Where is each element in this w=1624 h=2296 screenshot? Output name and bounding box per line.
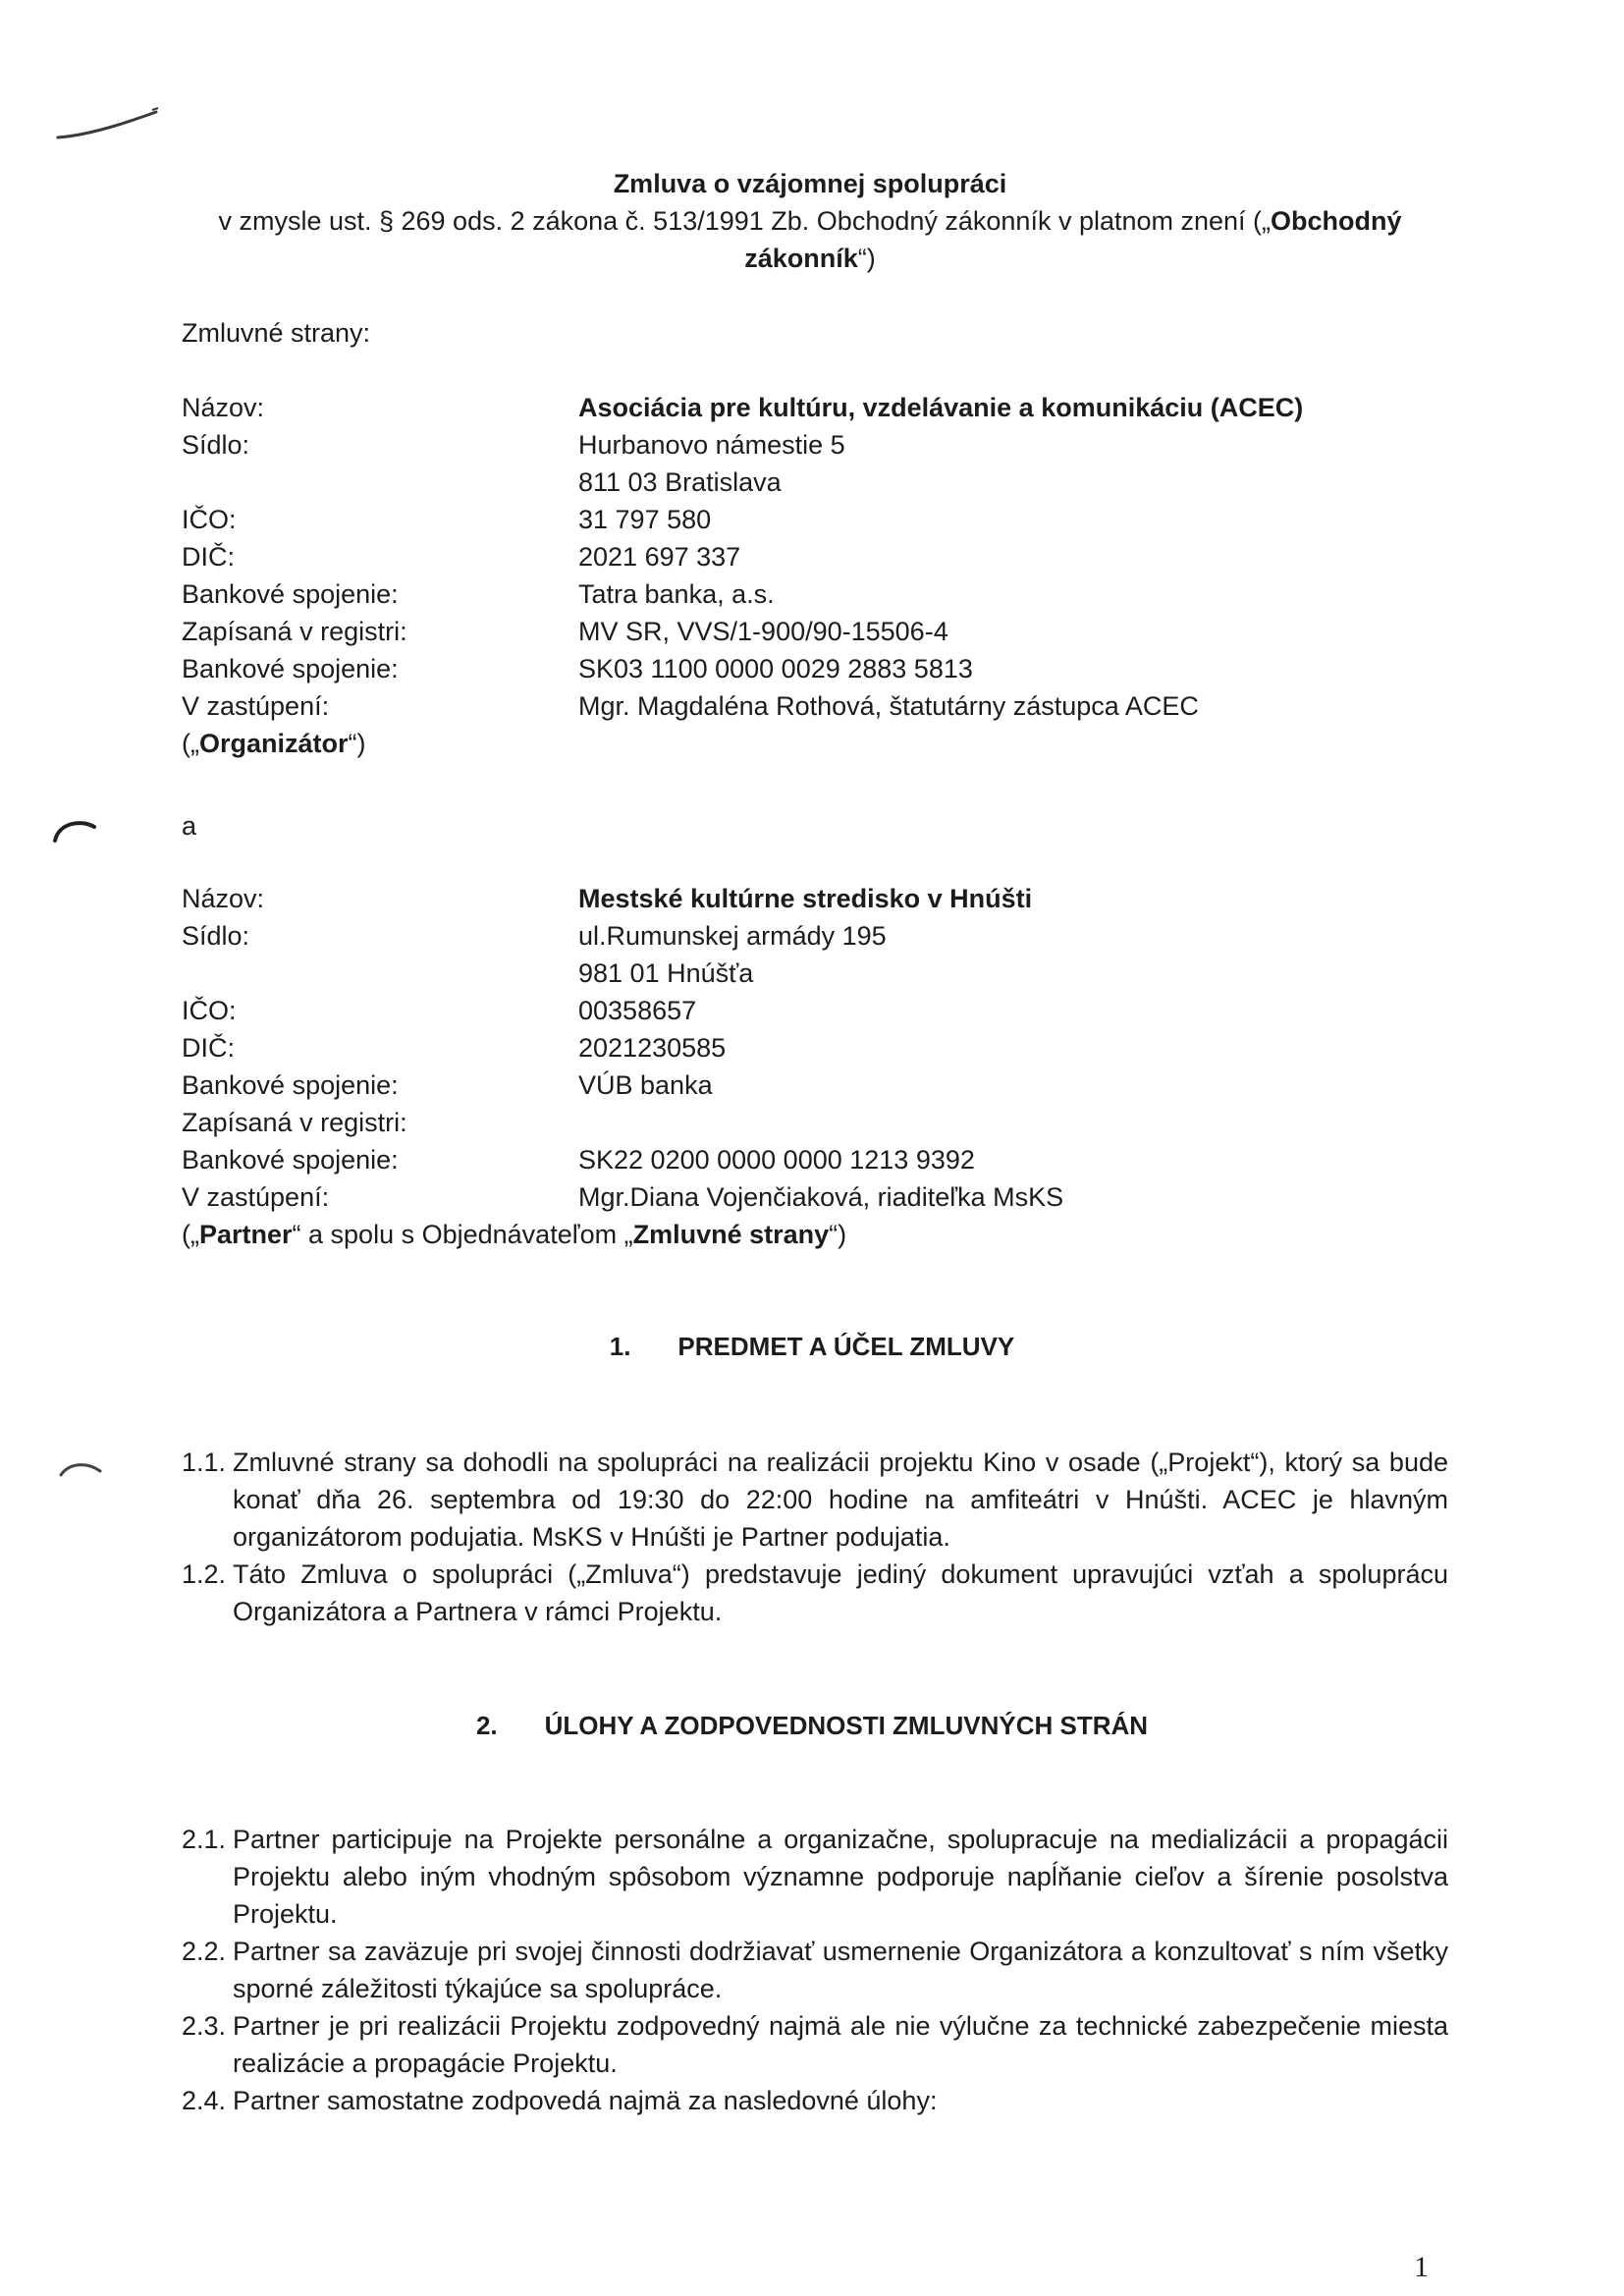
title-line-2	[196, 202, 1424, 240]
field-label: V zastúpení:	[182, 691, 330, 721]
clause	[182, 1933, 1448, 2007]
clause	[182, 1821, 1448, 1933]
alias-name: Organizátor	[198, 729, 349, 758]
punch-hole-mark	[57, 1455, 106, 1485]
party-row	[182, 501, 1458, 538]
field-label: Zapísaná v registri:	[182, 1108, 407, 1137]
field-value	[578, 1104, 1458, 1141]
clause-number: 2.1.	[182, 1825, 227, 1854]
field-value: Mestské kultúrne stredisko v Hnúšti	[578, 884, 1033, 913]
party-organizer	[182, 389, 1458, 762]
clause	[182, 1444, 1448, 1556]
field-label: Bankové spojenie:	[182, 1145, 399, 1175]
party-row	[182, 464, 1458, 501]
title-line-3-bold: zákonník	[744, 244, 858, 273]
field-label: Názov:	[182, 884, 265, 913]
field-label	[182, 464, 578, 501]
clause-text: Partner samostatne zodpovedá najmä za nasledovné úlohy:	[233, 2086, 938, 2115]
section-title: PREDMET A ÚČEL ZMLUVY	[677, 1332, 1015, 1361]
field-value: 2021 697 337	[578, 542, 741, 572]
field-label: DIČ:	[182, 542, 235, 572]
party-row	[182, 426, 1458, 464]
field-value: 00358657	[578, 996, 697, 1025]
party-row	[182, 1104, 1458, 1141]
field-value: 981 01 Hnúšťa	[578, 958, 754, 988]
field-value: Mgr. Magdaléna Rothová, štatutárny zástupca ACEC	[578, 691, 1199, 721]
alias-name: Partner	[198, 1220, 293, 1249]
party-row	[182, 1066, 1458, 1104]
field-value: SK22 0200 0000 0000 1213 9392	[578, 1145, 975, 1175]
party-row	[182, 687, 1458, 725]
party-row	[182, 389, 1458, 426]
party-row	[182, 992, 1458, 1029]
party-row	[182, 1141, 1458, 1178]
clause-number: 2.3.	[182, 2011, 227, 2041]
party-alias	[182, 1216, 1458, 1253]
field-label	[182, 955, 578, 992]
document-title	[196, 165, 1424, 277]
clause-number: 2.4.	[182, 2086, 227, 2115]
field-label: Sídlo:	[182, 430, 250, 460]
clause-text: Zmluvné strany sa dohodli na spolupráci na realizácii projektu Kino v osade („Projekt“), ktorý sa bude konať dňa 26. septembra od 19:30 do 22:00 hodine na amfiteátri v Hnúšti. ACEC je hlavným organizátorom podujatia. MsKS v Hnúšti je Partner podujatia.	[233, 1448, 1448, 1552]
field-label: Bankové spojenie:	[182, 654, 399, 683]
title-line-3-text: “)	[857, 244, 876, 273]
field-value: ul.Rumunskej armády 195	[578, 921, 887, 951]
field-value: Asociácia pre kultúru, vzdelávanie a komunikáciu (ACEC)	[578, 393, 1304, 422]
contracting-parties-label: Zmluvné strany:	[182, 318, 371, 348]
clause-text: Partner participuje na Projekte personálne a organizačne, spolupracuje na medializácii a propagácii Projektu alebo iným vhodným spôsobom významne podporuje napĺňanie cieľov a šírenie posolstva Projektu.	[233, 1825, 1448, 1929]
section-heading	[0, 1328, 1624, 1365]
field-value: SK03 1100 0000 0029 2883 5813	[578, 654, 973, 683]
party-alias	[182, 725, 1458, 762]
alias-close: “)	[348, 729, 366, 758]
field-value: Tatra banka, a.s.	[578, 579, 775, 609]
field-value: 811 03 Bratislava	[578, 467, 782, 497]
party-row	[182, 917, 1458, 955]
party-row	[182, 1029, 1458, 1066]
alias-open: („	[182, 729, 199, 758]
field-label: IČO:	[182, 505, 237, 534]
alias-open: („	[182, 1220, 199, 1249]
clause	[182, 2082, 1448, 2119]
clause-number: 1.2.	[182, 1559, 227, 1589]
field-label: Názov:	[182, 393, 265, 422]
party-partner	[182, 880, 1458, 1253]
party-row	[182, 650, 1458, 687]
party-row	[182, 955, 1458, 992]
field-label: Bankové spojenie:	[182, 579, 399, 609]
section-number: 1.	[609, 1332, 631, 1361]
clause-text: Partner je pri realizácii Projektu zodpovedný najmä ale nie výlučne za technické zabezpečenie miesta realizácie a propagácie Projektu.	[233, 2011, 1448, 2078]
alias-close: “)	[829, 1220, 847, 1249]
party-row	[182, 880, 1458, 917]
clause	[182, 1556, 1448, 1630]
conjunction-and: a	[182, 811, 197, 841]
title-line-1: Zmluva o vzájomnej spolupráci	[613, 169, 1007, 198]
page-number: 1	[1414, 2251, 1429, 2283]
party-row	[182, 538, 1458, 575]
title-line-2-bold: Obchodný	[1271, 206, 1402, 236]
field-value: VÚB banka	[578, 1070, 713, 1100]
clause-text: Táto Zmluva o spolupráci („Zmluva“) predstavuje jediný dokument upravujúci vzťah a spoluprácu Organizátora a Partnera v rámci Projektu.	[233, 1559, 1448, 1626]
party-row	[182, 575, 1458, 613]
clause-number: 2.2.	[182, 1937, 227, 1966]
party-row	[182, 613, 1458, 650]
title-line-2-text: v zmysle ust. § 269 ods. 2 zákona č. 513/1991 Zb. Obchodný zákonník v platnom znení („	[218, 206, 1272, 236]
field-value: Hurbanovo námestie 5	[578, 430, 845, 460]
party-row	[182, 1178, 1458, 1216]
field-label: DIČ:	[182, 1033, 235, 1063]
punch-hole-mark	[51, 815, 100, 845]
clause	[182, 2007, 1448, 2082]
field-label: IČO:	[182, 996, 237, 1025]
section-title: ÚLOHY A ZODPOVEDNOSTI ZMLUVNÝCH STRÁN	[544, 1711, 1149, 1740]
field-label: Sídlo:	[182, 921, 250, 951]
field-value: Mgr.Diana Vojenčiaková, riaditeľka MsKS	[578, 1182, 1064, 1212]
field-value: MV SR, VVS/1-900/90-15506-4	[578, 617, 948, 646]
field-label: Zapísaná v registri:	[182, 617, 407, 646]
field-value: 2021230585	[578, 1033, 727, 1063]
section-number: 2.	[475, 1711, 498, 1740]
pen-stroke-mark	[54, 106, 162, 145]
field-label: Bankové spojenie:	[182, 1070, 399, 1100]
clause-number: 1.1.	[182, 1448, 227, 1477]
title-line-3	[196, 240, 1424, 277]
field-value: 31 797 580	[578, 505, 712, 534]
clause-text: Partner sa zaväzuje pri svojej činnosti dodržiavať usmernenie Organizátora a konzultovať s ním všetky sporné záležitosti týkajúce sa spolupráce.	[233, 1937, 1448, 2003]
alias-parties: Zmluvné strany	[632, 1220, 830, 1249]
field-label: V zastúpení:	[182, 1182, 330, 1212]
section-heading	[0, 1707, 1624, 1744]
alias-middle: “ a spolu s Objednávateľom „	[292, 1220, 633, 1249]
